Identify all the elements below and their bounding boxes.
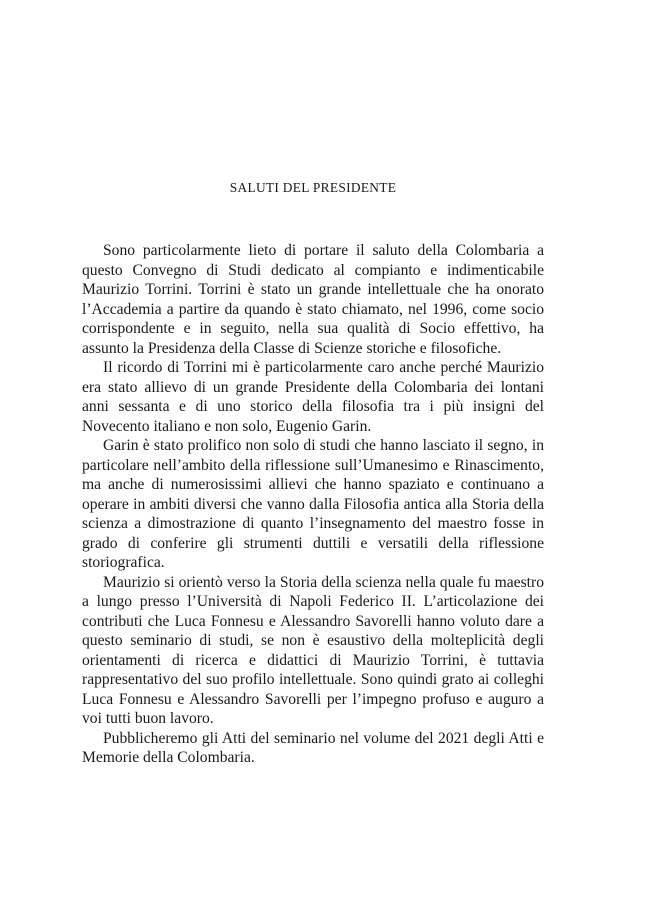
body-text	[82, 241, 544, 768]
page-title: SALUTI DEL PRESIDENTE	[229, 180, 397, 195]
paragraph: Garin è stato prolifico non solo di studi che hanno lasciato il segno, in particolare nell’ambito della riflessione sull’Umanesimo e Rinascimento, ma anche di numerosissimi allievi che hanno spaziato e continuano a operare in ambiti diversi che vanno dalla Filosofia antica alla Storia della scienza a dimostrazione di quanto l’insegnamento del maestro fosse in grado di conferire gli strumenti duttili e versatili della riflessione storiografica.	[82, 437, 544, 571]
paragraph: Il ricordo di Torrini mi è particolarmente caro anche perché Maurizio era stato allievo di un grande Presidente della Colombaria dei lontani anni sessanta e di uno storico della filosofia tra i più insigni del Novecento italiano e non solo, Eugenio Garin.	[82, 359, 544, 435]
paragraph: Pubblicheremo gli Atti del seminario nel volume del 2021 degli Atti e Memorie della Colombaria.	[82, 729, 544, 766]
paragraph: Maurizio si orientò verso la Storia della scienza nella quale fu maestro a lungo presso l’Università di Napoli Federico II. L’articolazione dei contributi che Luca Fonnesu e Alessandro Savorelli hanno voluto dare a questo seminario di studi, se non è esaustivo della molteplicità degli orientamenti di ricerca e didattici di Maurizio Torrini, è tuttavia rappresentativo del suo profilo intellettuale. Sono quindi grato ai colleghi Luca Fonnesu e Alessandro Savorelli per l’impegno profuso e auguro a voi tutti buon lavoro.	[82, 573, 544, 727]
paragraph: Sono particolarmente lieto di portare il saluto della Colombaria a questo Convegno di Studi dedicato al compianto e indimenticabile Maurizio Torrini. Torrini è stato un grande intellettuale che ha onorato l’Accademia a partire da quando è stato chiamato, nel 1996, come socio corrispondente e in seguito, nella sua qualità di Socio effettivo, ha assunto la Presidenza della Classe di Scienze storiche e filosofiche.	[82, 242, 544, 357]
